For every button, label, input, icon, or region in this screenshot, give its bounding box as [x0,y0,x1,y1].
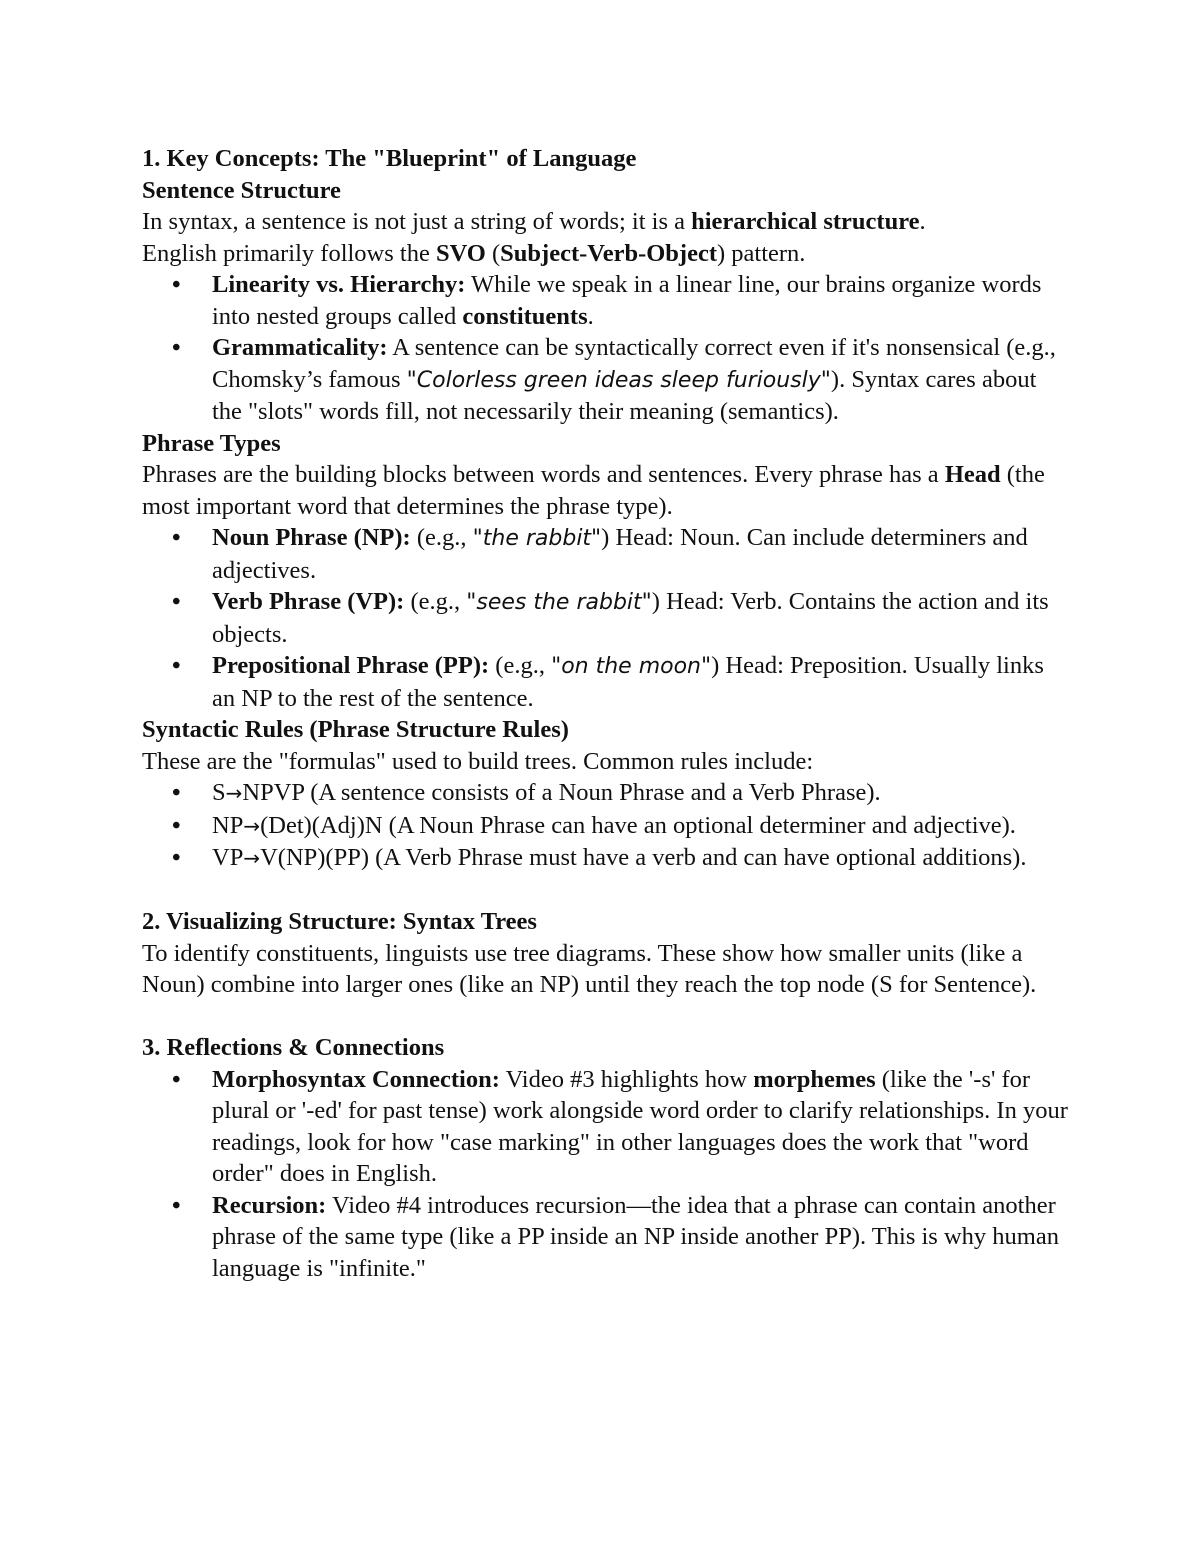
list-item: • Recursion: Video #4 introduces recursion—the idea that a phrase can contain another phrase of the same type (like a PP inside an NP inside another PP). This is why human language is "infinite." [172,1191,1059,1282]
section2-body: To identify constituents, linguists use tree diagrams. These show how smaller units (like a Noun) combine into larger ones (like an NP) until they reach the top node (S for Sentence). [142,939,1037,998]
phrase-types-heading: Phrase Types [142,429,281,457]
section3-list [142,1064,1072,1285]
arrow-icon: → [243,813,261,838]
syntactic-rules-list [142,777,1072,875]
bullet-icon: • [172,811,181,839]
syntactic-rules-heading: Syntactic Rules (Phrase Structure Rules) [142,716,569,743]
list-item: • Noun Phrase (NP): (e.g., "the rabbit") Head: Noun. Can include determiners and adjectives. [172,524,1028,584]
sentence-structure-list [142,269,1072,428]
bullet-icon: • [172,779,181,806]
syntactic-rules-intro: These are the "formulas" used to build trees. Common rules include: [142,747,814,775]
bullet-icon: • [172,271,181,298]
list-item: • NP→(Det)(Adj)N (A Noun Phrase can have an optional determiner and adjective). [142,810,1072,843]
bullet-icon: • [172,652,181,679]
list-item: • S→NPVP (A sentence consists of a Noun Phrase and a Verb Phrase). [142,777,1072,810]
phrase-types-intro: Phrases are the building blocks between words and sentences. Every phrase has a Head (the most important word that determines the phrase type). [142,461,1045,520]
list-item: • Linearity vs. Hierarchy: While we speak in a linear line, our brains organize words into nested groups called constituents. [172,271,1042,330]
sentence-structure-heading: Sentence Structure [142,176,341,204]
sentence-structure-intro-2: English primarily follows the SVO (Subject-Verb-Object) pattern. [142,239,806,267]
list-item: • Verb Phrase (VP): (e.g., "sees the rabbit") Head: Verb. Contains the action and its objects. [172,588,1049,648]
list-item: • Prepositional Phrase (PP): (e.g., "on the moon") Head: Preposition. Usually links an NP to the rest of the sentence. [172,652,1044,712]
list-item: • Morphosyntax Connection: Video #3 highlights how morphemes (like the '-s' for plural or '-ed' for past tense) work alongside word order to clarify relationships. In your readings, look for how "case marking" in other languages does the work that "word order" does in English. [172,1065,1068,1187]
list-item: • VP→V(NP)(PP) (A Verb Phrase must have a verb and can have optional additions). [142,842,1072,875]
bullet-icon: • [172,334,181,361]
arrow-icon: → [225,781,243,805]
spacer [142,1001,1072,1033]
bullet-icon: • [172,1191,181,1219]
bullet-icon: • [172,1065,181,1093]
spacer [142,875,1072,907]
bullet-icon: • [172,844,181,871]
phrase-types-list [142,522,1072,714]
section1-heading: 1. Key Concepts: The "Blueprint" of Language [142,145,637,172]
bullet-icon: • [172,588,181,615]
sentence-structure-intro: In syntax, a sentence is not just a string of words; it is a hierarchical structure. [142,208,926,235]
section2-heading: 2. Visualizing Structure: Syntax Trees [142,908,537,935]
document-page [142,143,1072,1284]
section3-heading: 3. Reflections & Connections [142,1034,445,1061]
bullet-icon: • [172,524,181,551]
arrow-icon: → [243,846,261,870]
list-item: • Grammaticality: A sentence can be syntactically correct even if it's nonsensical (e.g., Chomsky’s famous "Colorless green ideas sleep furiously"). Syntax cares about the "slots" words fill, not necessarily their meaning (semantics). [172,334,1056,425]
